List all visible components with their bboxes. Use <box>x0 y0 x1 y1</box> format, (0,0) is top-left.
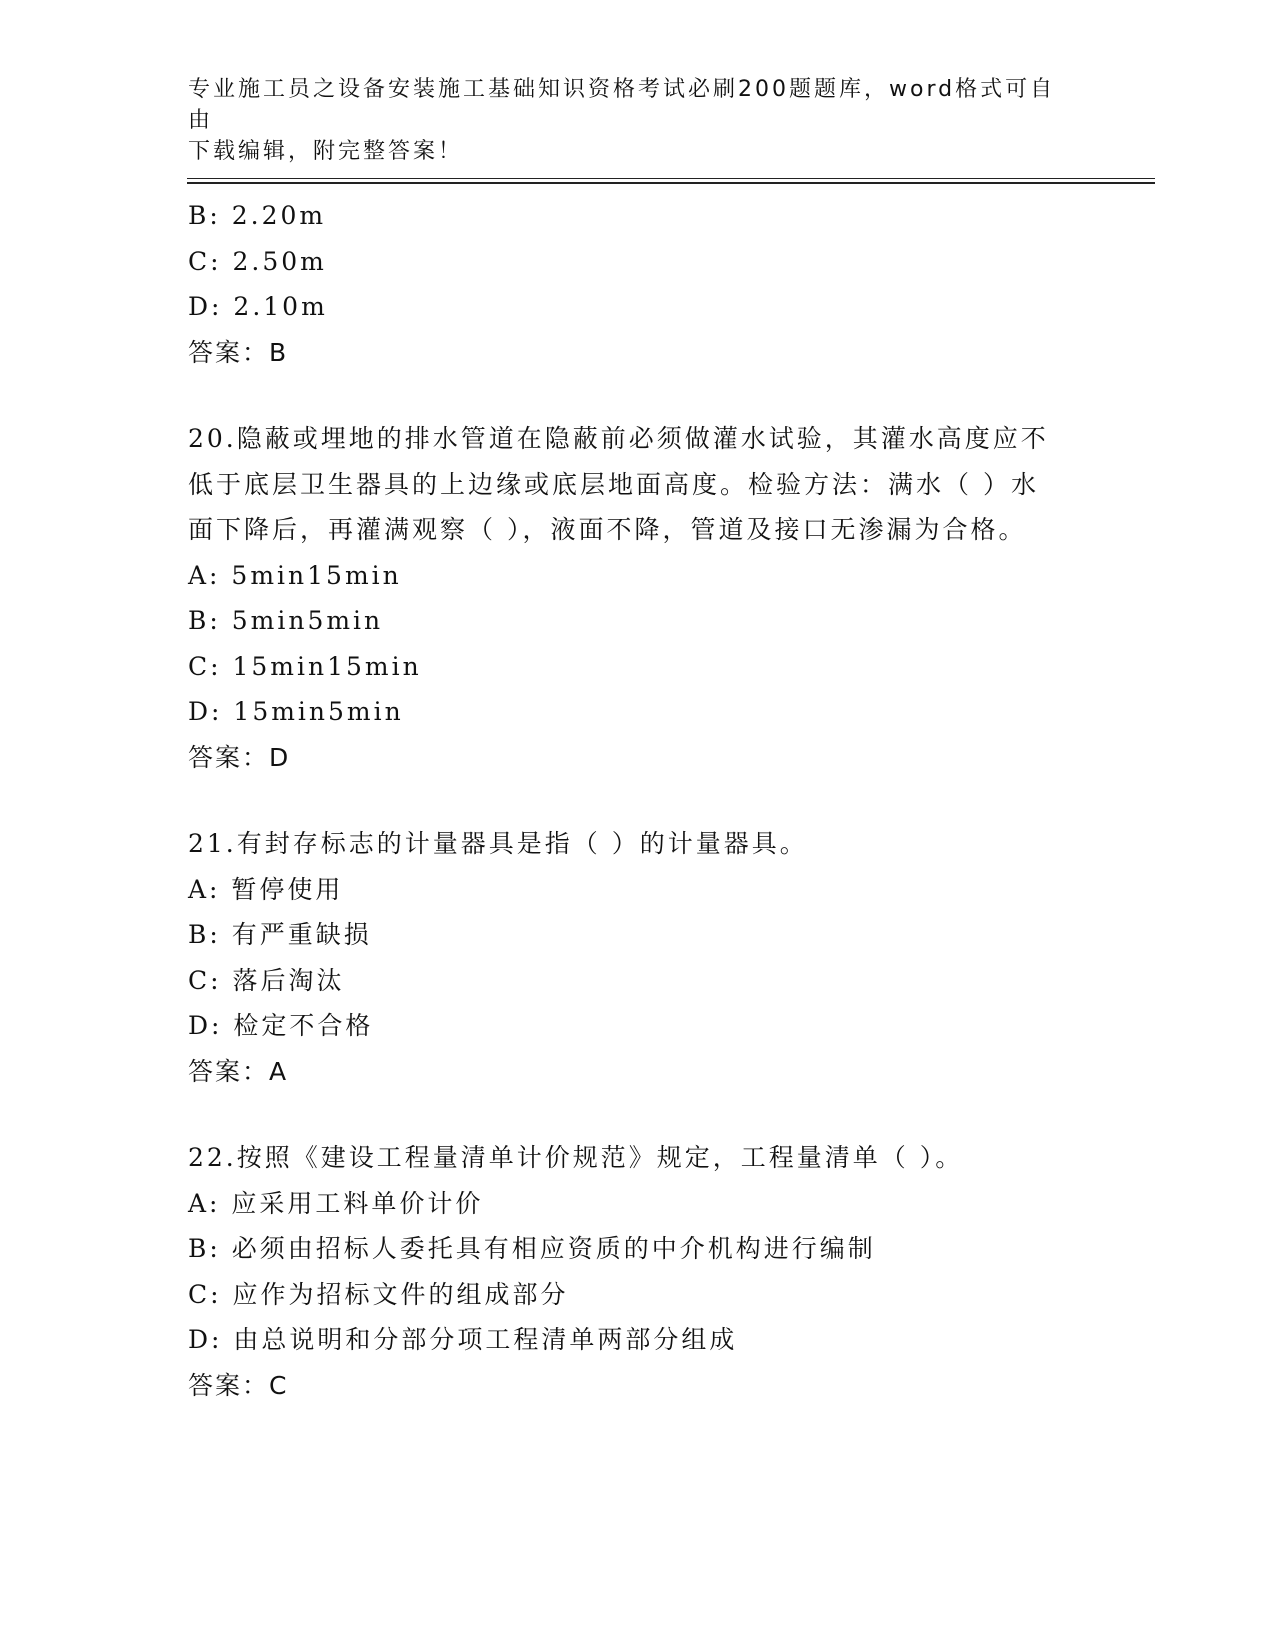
spacer <box>188 780 1088 821</box>
question-text-line-1: 22.按照《建设工程量清单计价规范》规定，工程量清单（ ）。 <box>188 1143 964 1172</box>
question-text-line-1: 21.有封存标志的计量器具是指（ ）的计量器具。 <box>188 829 808 858</box>
option-d: D: 检定不合格 <box>188 1011 374 1040</box>
answer-label: 答案：C <box>188 1370 289 1400</box>
question-19-tail <box>188 193 1088 375</box>
option-a: A: 5min15min <box>188 560 402 590</box>
question-21 <box>188 821 1088 1094</box>
question-text-line-3: 面下降后，再灌满观察（ ），液面不降，管道及接口无渗漏为合格。 <box>188 515 1027 544</box>
option-d: D: 15min5min <box>188 697 404 726</box>
option-c: C: 2.50m <box>188 246 327 276</box>
option-c: C: 落后淘汰 <box>188 965 345 995</box>
question-text-line-2: 低于底层卫生器具的上边缘或底层地面高度。检验方法：满水（ ）水 <box>188 469 1039 499</box>
option-c: C: 15min15min <box>188 651 422 681</box>
answer-label: 答案：D <box>188 742 291 772</box>
option-b: B: 有严重缺损 <box>188 920 372 949</box>
option-d: D: 由总说明和分部分项工程清单两部分组成 <box>188 1325 738 1354</box>
option-c: C: 应作为招标文件的组成部分 <box>188 1279 569 1309</box>
option-a: A: 暂停使用 <box>188 874 344 904</box>
answer-label: 答案：A <box>188 1056 289 1086</box>
question-20 <box>188 416 1088 780</box>
option-b: B: 5min5min <box>188 606 384 635</box>
header-divider-thin <box>187 178 1155 179</box>
page-header <box>188 74 1068 167</box>
spacer <box>188 1094 1088 1135</box>
option-b: B: 2.20m <box>188 201 327 230</box>
header-divider-thick <box>187 182 1155 184</box>
option-a: A: 应采用工料单价计价 <box>188 1188 484 1218</box>
option-b: B: 必须由招标人委托具有相应资质的中介机构进行编制 <box>188 1234 876 1263</box>
header-title-line-2: 下载编辑，附完整答案！ <box>188 139 464 164</box>
question-22 <box>188 1135 1088 1408</box>
option-d: D: 2.10m <box>188 292 328 321</box>
answer-label: 答案：B <box>188 337 289 367</box>
question-text-line-1: 20.隐蔽或埋地的排水管道在隐蔽前必须做灌水试验，其灌水高度应不 <box>188 424 1049 453</box>
question-list <box>188 193 1088 1408</box>
spacer <box>188 375 1088 416</box>
header-title-line-1: 专业施工员之设备安装施工基础知识资格考试必刷200题题库，word格式可自由 <box>188 77 1056 133</box>
